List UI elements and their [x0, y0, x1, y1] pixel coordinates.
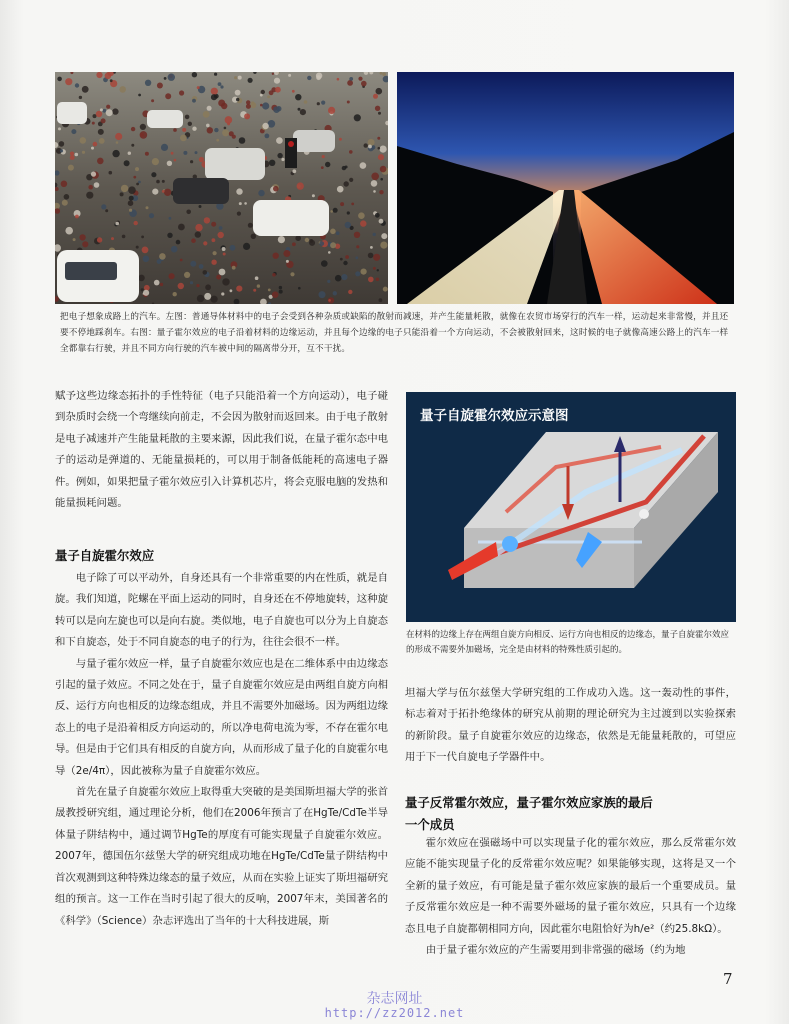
spin-hall-diagram: [406, 392, 736, 622]
diagram-caption: 在材料的边缘上存在两组自旋方向相反、运行方向也相反的边缘态，量子自旋霍尔效应的形成不需要外加磁场，完全是由材料的特殊性质引起的。: [406, 630, 730, 655]
highway-illustration: [397, 72, 734, 304]
right-column-top: [405, 683, 736, 769]
paragraph-spin-hall-comparison: 与量子霍尔效应一样，量子自旋霍尔效应也是在二维体系中由边缘态引起的量子效应。不同之处在于，量子自旋霍尔效应是由两组自旋方向相反、运行方向也相反的边缘态组成，并且不需要外加磁场。因为两组边缘态上的电子是沿着相反方向运动的，所以净电荷电流为零，不存在霍尔电导。但是由于它们具有相反的自旋方向，从而形成了量子化的自旋霍尔电导（2e/4π），因此被称为量子自旋霍尔效应。: [55, 657, 388, 777]
left-column-heading: [55, 546, 388, 564]
crowded-road-photo: [55, 72, 388, 304]
highway-light-trails-photo: [397, 72, 734, 304]
page-number: 7: [723, 970, 733, 988]
paragraph-stanford-continue: 坦福大学与伍尔兹堡大学研究组的工作成功入选。这一轰动性的事件，标志着对于拓扑绝缘体的研究从前期的理论研究为主过渡到以实验探索的新阶段。量子自旋霍尔效应的边缘态，依然是无能量耗散的，可望应用于下一代自旋电子学器件中。: [405, 687, 736, 764]
diagram-title: 量子自旋霍尔效应示意图: [420, 408, 569, 424]
watermark-url[interactable]: http://zz2012.net: [324, 1006, 465, 1020]
left-column-intro: [55, 386, 388, 514]
section-heading-quantum-spin-hall: 量子自旋霍尔效应: [55, 548, 155, 563]
crowded-road-illustration: [55, 72, 388, 304]
paragraph-strong-field: 由于量子霍尔效应的产生需要用到非常强的磁场（约为地: [425, 944, 686, 957]
section-heading-anomalous-line1: 量子反常霍尔效应，量子霍尔效应家族的最后: [405, 795, 653, 810]
paragraph-anomalous-hall: 霍尔效应在强磁场中可以实现量子化的霍尔效应，那么反常霍尔效应能不能实现量子化的反常霍尔效应呢？如果能够实现，这将是又一个全新的量子效应，有可能是量子霍尔效应家族的最后一个重要成员。量子反常霍尔效应是一种不需要外磁场的量子霍尔效应，只具有一个边缘态且电子自旋都朝相同方向，因此霍尔电阻恰好为h/e²（约25.8kΩ）。: [405, 837, 736, 935]
watermark-name: 杂志网址: [366, 991, 423, 1007]
photo-caption: 把电子想象成路上的汽车。左图：普通导体材料中的电子会受到各种杂质或缺陷的散射而减速，并产生能量耗散，就像在农贸市场穿行的汽车一样，运动起来非常慢，并且还要不停地踩刹车。右图：量子霍尔效应的电子沿着材料的边缘运动，并且每个边缘的电子只能沿着一个方向运动，不会被散射回来，这时候的电子就像高速公路上的汽车一样全都靠右行驶，并且不同方向行驶的汽车被中间的隔离带分开，互不干扰。: [60, 312, 729, 354]
section-heading-anomalous-line2: 一个成员: [405, 817, 455, 832]
paragraph-spin: 电子除了可以平动外，自身还具有一个非常重要的内在性质，就是自旋。我们知道，陀螺在平面上运动的同时，自身还在不停地旋转，这种旋转可以是向左旋也可以是向右旋。类似地，电子自旋也可以分为上自旋态和下自旋态，处于不同自旋态的电子的行为，往往会很不一样。: [55, 572, 388, 649]
paragraph-stanford-discovery: 首先在量子自旋霍尔效应上取得重大突破的是美国斯坦福大学的张首晟教授研究组，通过理论分析，他们在2006年预言了在HgTe/CdTe半导体量子阱结构中，通过调节HgTe的厚度有可能实现量子自旋霍尔效应。2007年，德国伍尔兹堡大学的研究组成功地在HgTe/CdTe量子阱结构中首次观测到这种特殊边缘态的量子效应，从而在实验上证实了斯坦福研究组的预言。这一工作在当时引起了很大的反响，2007年末，美国著名的《科学》（Science）杂志评选出了当年的十大科技进展，斯: [55, 786, 388, 927]
right-column-heading: [405, 793, 736, 833]
paragraph-intro: 赋予这些边缘态拓扑的手性特征（电子只能沿着一个方向运动），电子碰到杂质时会绕一个弯继续向前走，不会因为散射而返回来。由于电子散射是电子减速并产生能量耗散的主要来源，因此我们说，在量子霍尔态中电子的运动是弹道的、无能量损耗的，可以用于制备低能耗的高速电子器件。例如，如果把量子霍尔效应引入计算机芯片，将会克服电脑的发热和能量损耗问题。: [55, 390, 388, 510]
spin-hall-slab-illustration: [406, 392, 736, 622]
right-column-body: [405, 833, 736, 961]
left-column-body: [55, 568, 388, 932]
